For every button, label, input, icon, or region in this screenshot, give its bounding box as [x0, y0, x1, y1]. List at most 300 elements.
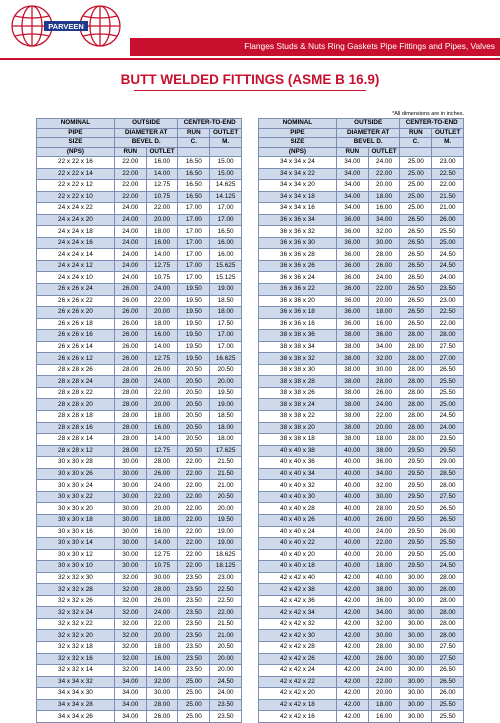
- cte-outlet-cell: 29.50: [432, 445, 464, 457]
- nps-cell: 26 x 26 x 14: [37, 341, 115, 353]
- cte-outlet-cell: 17.50: [210, 318, 242, 330]
- nps-cell: 26 x 26 x 16: [37, 330, 115, 342]
- table-row: [259, 341, 464, 353]
- od-run-cell: 40.00: [336, 457, 368, 469]
- table-row: [37, 411, 242, 423]
- od-run-cell: 38.00: [336, 341, 368, 353]
- table-row: [37, 180, 242, 192]
- od-run-cell: 34.00: [114, 688, 146, 700]
- nps-cell: 22 x 22 x 14: [37, 168, 115, 180]
- header-outside: DIAMETER AT: [114, 128, 178, 138]
- cte-outlet-cell: 28.00: [432, 584, 464, 596]
- nps-cell: 28 x 28 x 20: [37, 399, 115, 411]
- od-outlet-cell: 22.00: [368, 538, 400, 550]
- cte-run-cell: 29.50: [400, 457, 432, 469]
- nps-cell: 42 x 42 x 40: [259, 572, 337, 584]
- nps-cell: 24 x 24 x 22: [37, 203, 115, 215]
- cte-run-cell: 19.50: [178, 341, 210, 353]
- cte-run-cell: 17.00: [178, 272, 210, 284]
- od-run-cell: 28.00: [114, 411, 146, 423]
- od-outlet-cell: 22.00: [368, 676, 400, 688]
- od-run-cell: 30.00: [114, 526, 146, 538]
- table-row: [259, 203, 464, 215]
- od-run-cell: 30.00: [114, 561, 146, 573]
- cte-run-cell: 30.00: [400, 676, 432, 688]
- od-run-cell: 42.00: [336, 607, 368, 619]
- nps-cell: 32 x 32 x 24: [37, 607, 115, 619]
- table-row: [259, 284, 464, 296]
- table-row: [259, 653, 464, 665]
- cte-run-cell: 28.00: [400, 330, 432, 342]
- nps-cell: 40 x 40 x 20: [259, 549, 337, 561]
- nps-cell: 36 x 36 x 28: [259, 249, 337, 261]
- od-outlet-cell: 14.00: [146, 538, 178, 550]
- od-run-cell: 30.00: [114, 480, 146, 492]
- od-run-cell: 42.00: [336, 641, 368, 653]
- cte-run-cell: 28.00: [400, 364, 432, 376]
- cte-run-cell: 23.50: [178, 630, 210, 642]
- cte-outlet-cell: 17.00: [210, 203, 242, 215]
- table-row: [259, 272, 464, 284]
- od-outlet-cell: 20.00: [146, 399, 178, 411]
- cte-run-cell: 28.00: [400, 422, 432, 434]
- nps-cell: 26 x 26 x 20: [37, 307, 115, 319]
- table-row: [37, 526, 242, 538]
- cte-run-cell: 22.00: [178, 514, 210, 526]
- od-run-cell: 32.00: [114, 630, 146, 642]
- cte-run-cell: 30.00: [400, 595, 432, 607]
- cte-run-cell: 23.50: [178, 584, 210, 596]
- nps-cell: 32 x 32 x 30: [37, 572, 115, 584]
- od-outlet-cell: 24.00: [146, 480, 178, 492]
- od-outlet-cell: 10.75: [146, 272, 178, 284]
- cte-run-cell: 30.00: [400, 618, 432, 630]
- od-outlet-cell: 18.00: [368, 307, 400, 319]
- nps-cell: 38 x 38 x 28: [259, 376, 337, 388]
- od-outlet-cell: 18.00: [146, 318, 178, 330]
- table-row: [37, 688, 242, 700]
- nps-cell: 28 x 28 x 24: [37, 376, 115, 388]
- table-row: [259, 168, 464, 180]
- nps-cell: 22 x 22 x 16: [37, 157, 115, 169]
- table-row: [259, 618, 464, 630]
- nps-cell: 42 x 42 x 30: [259, 630, 337, 642]
- table-row: [37, 168, 242, 180]
- cte-outlet-cell: 18.625: [210, 549, 242, 561]
- od-outlet-cell: 16.00: [368, 318, 400, 330]
- table-row: [37, 226, 242, 238]
- nps-cell: 40 x 40 x 34: [259, 468, 337, 480]
- cte-run-cell: 29.50: [400, 480, 432, 492]
- od-run-cell: 42.00: [336, 699, 368, 711]
- cte-outlet-cell: 26.00: [432, 214, 464, 226]
- header-center: CENTER-TO-END: [400, 119, 464, 129]
- od-run-cell: 38.00: [336, 387, 368, 399]
- od-outlet-cell: 26.00: [146, 595, 178, 607]
- table-row: [37, 607, 242, 619]
- od-outlet-cell: 30.00: [368, 491, 400, 503]
- od-run-cell: 36.00: [336, 260, 368, 272]
- od-outlet-cell: 40.00: [368, 572, 400, 584]
- od-outlet-cell: 30.00: [146, 572, 178, 584]
- od-run-cell: 30.00: [114, 538, 146, 550]
- nps-cell: 38 x 38 x 36: [259, 330, 337, 342]
- nps-cell: 40 x 40 x 38: [259, 445, 337, 457]
- nps-cell: 28 x 28 x 26: [37, 364, 115, 376]
- header-m: M.: [432, 138, 464, 148]
- od-outlet-cell: 34.00: [368, 214, 400, 226]
- od-outlet-cell: 12.75: [146, 445, 178, 457]
- table-row: [37, 307, 242, 319]
- od-outlet-cell: 24.00: [368, 157, 400, 169]
- cte-outlet-cell: 24.50: [432, 411, 464, 423]
- nps-cell: 24 x 24 x 16: [37, 237, 115, 249]
- od-outlet-cell: 22.00: [146, 295, 178, 307]
- table-row: [37, 191, 242, 203]
- cte-run-cell: 29.50: [400, 514, 432, 526]
- header-outside: DIAMETER AT: [336, 128, 400, 138]
- cte-outlet-cell: 25.50: [432, 226, 464, 238]
- od-run-cell: 26.00: [114, 330, 146, 342]
- cte-run-cell: 22.00: [178, 457, 210, 469]
- od-outlet-cell: 32.00: [146, 676, 178, 688]
- cte-outlet-cell: 17.00: [210, 214, 242, 226]
- cte-outlet-cell: 29.00: [432, 457, 464, 469]
- cte-outlet-cell: 23.00: [210, 572, 242, 584]
- table-row: [259, 387, 464, 399]
- cte-outlet-cell: 21.00: [210, 630, 242, 642]
- table-row: [259, 699, 464, 711]
- od-run-cell: 40.00: [336, 561, 368, 573]
- header-run: RUN: [114, 147, 146, 157]
- cte-outlet-cell: 24.00: [432, 272, 464, 284]
- cte-run-cell: 28.00: [400, 353, 432, 365]
- header-outside: OUTSIDE: [336, 119, 400, 129]
- nps-cell: 30 x 30 x 24: [37, 480, 115, 492]
- header-outlet: OUTLET: [210, 128, 242, 138]
- od-run-cell: 34.00: [114, 711, 146, 723]
- table-row: [37, 364, 242, 376]
- od-outlet-cell: 16.00: [146, 157, 178, 169]
- od-run-cell: 40.00: [336, 549, 368, 561]
- nps-cell: 40 x 40 x 36: [259, 457, 337, 469]
- cte-run-cell: 23.50: [178, 595, 210, 607]
- od-outlet-cell: 18.00: [368, 191, 400, 203]
- od-outlet-cell: 36.00: [368, 595, 400, 607]
- table-row: [259, 630, 464, 642]
- od-run-cell: 34.00: [336, 157, 368, 169]
- nps-cell: 34 x 34 x 24: [259, 157, 337, 169]
- od-outlet-cell: 24.00: [368, 526, 400, 538]
- od-outlet-cell: 22.00: [146, 387, 178, 399]
- cte-run-cell: 26.50: [400, 249, 432, 261]
- cte-run-cell: 22.00: [178, 538, 210, 550]
- cte-outlet-cell: 26.00: [432, 688, 464, 700]
- cte-run-cell: 19.50: [178, 353, 210, 365]
- cte-outlet-cell: 22.50: [210, 595, 242, 607]
- cte-outlet-cell: 23.00: [432, 157, 464, 169]
- od-outlet-cell: 38.00: [368, 445, 400, 457]
- nps-cell: 36 x 36 x 16: [259, 318, 337, 330]
- cte-outlet-cell: 18.00: [210, 434, 242, 446]
- cte-run-cell: 30.00: [400, 688, 432, 700]
- tagline: Flanges Studs & Nuts Ring Gaskets Pipe Fittings and Pipes, Valves: [244, 41, 495, 51]
- od-outlet-cell: 26.00: [368, 260, 400, 272]
- nps-cell: 34 x 34 x 20: [259, 180, 337, 192]
- od-run-cell: 32.00: [114, 584, 146, 596]
- od-outlet-cell: 10.75: [146, 561, 178, 573]
- od-run-cell: 32.00: [114, 665, 146, 677]
- nps-cell: 32 x 32 x 18: [37, 641, 115, 653]
- nps-cell: 36 x 36 x 30: [259, 237, 337, 249]
- cte-run-cell: 20.50: [178, 445, 210, 457]
- table-row: [37, 468, 242, 480]
- cte-outlet-cell: 24.00: [432, 422, 464, 434]
- nps-cell: 36 x 36 x 32: [259, 226, 337, 238]
- cte-outlet-cell: 27.50: [432, 491, 464, 503]
- od-run-cell: 26.00: [114, 295, 146, 307]
- table-row: [37, 341, 242, 353]
- cte-run-cell: 16.50: [178, 180, 210, 192]
- od-run-cell: 32.00: [114, 653, 146, 665]
- od-outlet-cell: 28.00: [146, 457, 178, 469]
- cte-run-cell: 25.00: [400, 180, 432, 192]
- cte-outlet-cell: 25.00: [432, 237, 464, 249]
- table-row: [37, 434, 242, 446]
- nps-cell: 24 x 24 x 12: [37, 260, 115, 272]
- table-row: [37, 538, 242, 550]
- table-row: [259, 688, 464, 700]
- table-row: [259, 549, 464, 561]
- od-run-cell: 24.00: [114, 272, 146, 284]
- cte-run-cell: 25.00: [178, 699, 210, 711]
- cte-run-cell: 28.00: [400, 376, 432, 388]
- od-run-cell: 26.00: [114, 307, 146, 319]
- table-row: [37, 445, 242, 457]
- cte-run-cell: 17.00: [178, 214, 210, 226]
- od-run-cell: 34.00: [336, 168, 368, 180]
- od-run-cell: 40.00: [336, 445, 368, 457]
- od-run-cell: 38.00: [336, 330, 368, 342]
- table-row: [37, 399, 242, 411]
- table-row: [259, 318, 464, 330]
- nps-cell: 38 x 38 x 30: [259, 364, 337, 376]
- od-run-cell: 34.00: [336, 191, 368, 203]
- od-run-cell: 36.00: [336, 295, 368, 307]
- nps-cell: 38 x 38 x 20: [259, 422, 337, 434]
- od-outlet-cell: 26.00: [368, 653, 400, 665]
- header-c: C.: [178, 138, 210, 148]
- nps-cell: 38 x 38 x 18: [259, 434, 337, 446]
- od-run-cell: 24.00: [114, 260, 146, 272]
- nps-cell: 34 x 34 x 22: [259, 168, 337, 180]
- od-outlet-cell: 20.00: [146, 630, 178, 642]
- od-outlet-cell: 18.00: [368, 434, 400, 446]
- od-outlet-cell: 12.75: [146, 549, 178, 561]
- cte-outlet-cell: 27.50: [432, 653, 464, 665]
- cte-run-cell: 16.50: [178, 191, 210, 203]
- cte-outlet-cell: 19.00: [210, 284, 242, 296]
- cte-outlet-cell: 19.50: [210, 387, 242, 399]
- nps-cell: 40 x 40 x 22: [259, 538, 337, 550]
- nps-cell: 42 x 42 x 16: [259, 711, 337, 723]
- od-run-cell: 42.00: [336, 584, 368, 596]
- header-outlet: OUTLET: [432, 128, 464, 138]
- cte-outlet-cell: 15.00: [210, 168, 242, 180]
- cte-outlet-cell: 27.00: [432, 353, 464, 365]
- cte-run-cell: 25.00: [400, 168, 432, 180]
- cte-outlet-cell: 20.00: [210, 653, 242, 665]
- cte-run-cell: 17.00: [178, 249, 210, 261]
- table-row: [259, 491, 464, 503]
- cte-outlet-cell: 18.00: [210, 307, 242, 319]
- cte-outlet-cell: 25.50: [432, 538, 464, 550]
- cte-outlet-cell: 26.50: [432, 676, 464, 688]
- table-row: [37, 699, 242, 711]
- cte-run-cell: 23.50: [178, 618, 210, 630]
- nps-cell: 32 x 32 x 22: [37, 618, 115, 630]
- od-run-cell: 28.00: [114, 387, 146, 399]
- cte-run-cell: 28.00: [400, 434, 432, 446]
- nps-cell: 42 x 42 x 18: [259, 699, 337, 711]
- cte-outlet-cell: 20.00: [210, 376, 242, 388]
- od-outlet-cell: 22.00: [146, 618, 178, 630]
- od-outlet-cell: 36.00: [368, 457, 400, 469]
- table-row: [37, 503, 242, 515]
- nps-cell: 30 x 30 x 18: [37, 514, 115, 526]
- od-outlet-cell: 20.00: [368, 295, 400, 307]
- od-outlet-cell: 30.00: [368, 364, 400, 376]
- od-run-cell: 30.00: [114, 549, 146, 561]
- od-run-cell: 42.00: [336, 595, 368, 607]
- nps-cell: 30 x 30 x 10: [37, 561, 115, 573]
- company-logo: [6, 2, 126, 54]
- cte-outlet-cell: 20.00: [210, 665, 242, 677]
- od-run-cell: 38.00: [336, 399, 368, 411]
- od-outlet-cell: 16.00: [368, 711, 400, 723]
- cte-outlet-cell: 27.50: [432, 341, 464, 353]
- od-run-cell: 32.00: [114, 572, 146, 584]
- cte-outlet-cell: 21.00: [432, 203, 464, 215]
- od-outlet-cell: 28.00: [368, 249, 400, 261]
- header-nominal: NOMINAL: [259, 119, 337, 129]
- od-run-cell: 22.00: [114, 180, 146, 192]
- cte-outlet-cell: 20.50: [210, 364, 242, 376]
- nps-cell: 28 x 28 x 12: [37, 445, 115, 457]
- table-row: [37, 480, 242, 492]
- cte-run-cell: 28.00: [400, 399, 432, 411]
- cte-run-cell: 22.00: [178, 491, 210, 503]
- nps-cell: 36 x 36 x 34: [259, 214, 337, 226]
- nps-cell: 38 x 38 x 24: [259, 399, 337, 411]
- header-center: CENTER-TO-END: [178, 119, 242, 129]
- table-row: [37, 630, 242, 642]
- table-row: [37, 284, 242, 296]
- nps-cell: 32 x 32 x 20: [37, 630, 115, 642]
- cte-run-cell: 20.50: [178, 422, 210, 434]
- cte-outlet-cell: 19.00: [210, 526, 242, 538]
- cte-outlet-cell: 18.50: [210, 411, 242, 423]
- table-row: [37, 353, 242, 365]
- cte-run-cell: 25.00: [178, 688, 210, 700]
- nps-cell: 42 x 42 x 26: [259, 653, 337, 665]
- od-outlet-cell: 20.00: [146, 214, 178, 226]
- table-row: [259, 595, 464, 607]
- cte-outlet-cell: 23.50: [210, 699, 242, 711]
- cte-run-cell: 23.50: [178, 653, 210, 665]
- table-row: [37, 214, 242, 226]
- table-row: [259, 191, 464, 203]
- table-row: [37, 422, 242, 434]
- od-run-cell: 36.00: [336, 284, 368, 296]
- od-run-cell: 26.00: [114, 284, 146, 296]
- nps-cell: 34 x 34 x 18: [259, 191, 337, 203]
- od-outlet-cell: 34.00: [368, 468, 400, 480]
- od-run-cell: 28.00: [114, 364, 146, 376]
- cte-run-cell: 26.50: [400, 237, 432, 249]
- cte-run-cell: 29.50: [400, 538, 432, 550]
- od-run-cell: 42.00: [336, 688, 368, 700]
- cte-run-cell: 25.00: [400, 191, 432, 203]
- od-outlet-cell: 14.00: [146, 341, 178, 353]
- cte-outlet-cell: 24.00: [210, 688, 242, 700]
- od-outlet-cell: 18.00: [368, 699, 400, 711]
- cte-outlet-cell: 19.50: [210, 514, 242, 526]
- logo-text: PARVEEN: [48, 22, 84, 31]
- header-nominal: SIZE: [37, 138, 115, 148]
- od-outlet-cell: 38.00: [368, 584, 400, 596]
- od-run-cell: 22.00: [114, 168, 146, 180]
- od-outlet-cell: 28.00: [146, 699, 178, 711]
- cte-run-cell: 26.50: [400, 272, 432, 284]
- nps-cell: 34 x 34 x 16: [259, 203, 337, 215]
- table-row: [37, 387, 242, 399]
- nps-cell: 42 x 42 x 36: [259, 595, 337, 607]
- od-outlet-cell: 20.00: [146, 503, 178, 515]
- cte-run-cell: 26.50: [400, 260, 432, 272]
- table-row: [259, 584, 464, 596]
- cte-run-cell: 29.50: [400, 561, 432, 573]
- od-run-cell: 42.00: [336, 630, 368, 642]
- nps-cell: 32 x 32 x 28: [37, 584, 115, 596]
- cte-outlet-cell: 28.00: [432, 595, 464, 607]
- cte-outlet-cell: 28.50: [432, 468, 464, 480]
- cte-run-cell: 22.00: [178, 503, 210, 515]
- cte-outlet-cell: 28.00: [432, 330, 464, 342]
- nps-cell: 42 x 42 x 20: [259, 688, 337, 700]
- nps-cell: 28 x 28 x 16: [37, 422, 115, 434]
- od-outlet-cell: 22.00: [368, 168, 400, 180]
- table-row: [259, 249, 464, 261]
- header-outlet: OUTLET: [368, 147, 400, 157]
- cte-run-cell: 29.50: [400, 491, 432, 503]
- cte-outlet-cell: 23.50: [432, 284, 464, 296]
- header-nominal: SIZE: [259, 138, 337, 148]
- nps-cell: 34 x 34 x 26: [37, 711, 115, 723]
- od-run-cell: 38.00: [336, 376, 368, 388]
- od-run-cell: 28.00: [114, 434, 146, 446]
- cte-run-cell: 30.00: [400, 630, 432, 642]
- cte-outlet-cell: 21.50: [432, 191, 464, 203]
- od-outlet-cell: 22.00: [146, 491, 178, 503]
- cte-outlet-cell: 27.50: [432, 641, 464, 653]
- header-run: RUN: [336, 147, 368, 157]
- cte-outlet-cell: 25.50: [432, 387, 464, 399]
- od-run-cell: 34.00: [114, 676, 146, 688]
- cte-run-cell: 17.00: [178, 226, 210, 238]
- cte-run-cell: 30.00: [400, 653, 432, 665]
- cte-outlet-cell: 25.00: [432, 399, 464, 411]
